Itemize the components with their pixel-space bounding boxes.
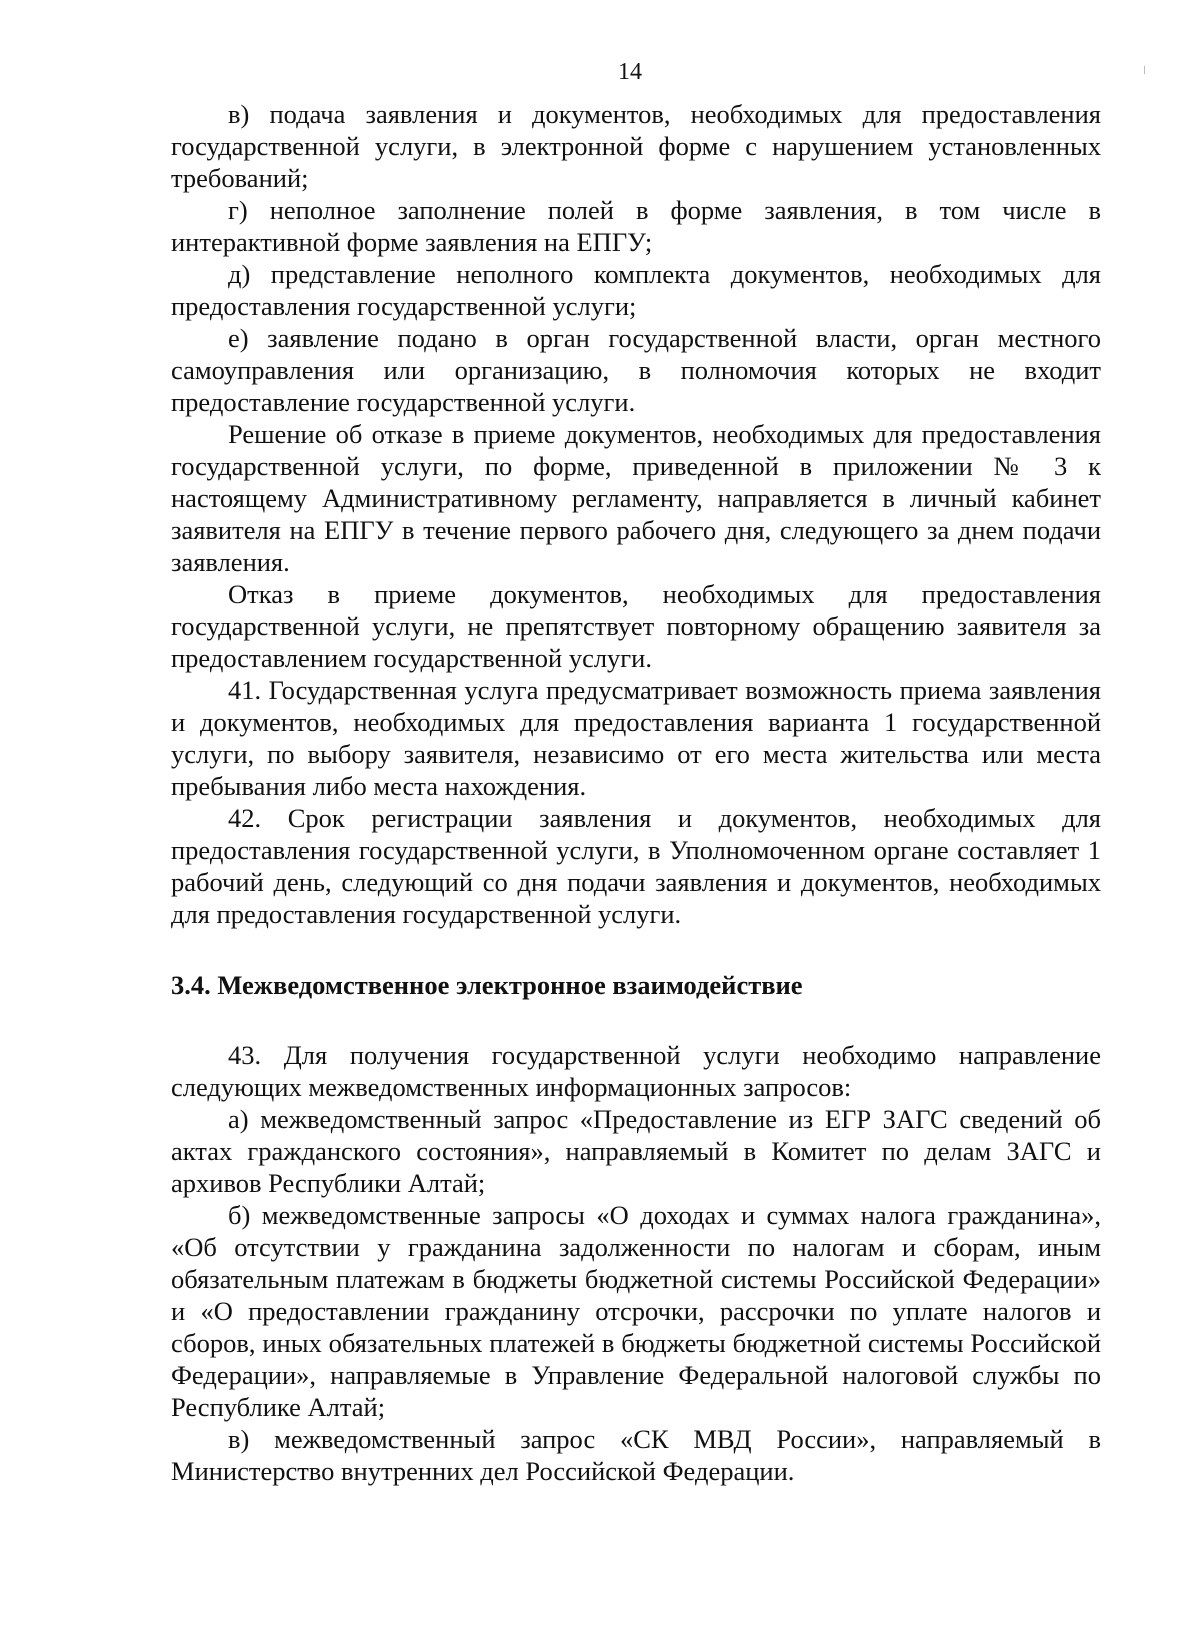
paragraph-v-mvd-request: в) межведомственный запрос «СК МВД России», направляемый в Министерство внутренних дел Российской Федерации. [171,1424,1101,1486]
paragraph-v-submission-violation: в) подача заявления и документов, необходимых для предоставления государственной услуги, в электронной форме с нарушением установленных требований; [171,99,1101,193]
paragraph-a-zags-request: а) межведомственный запрос «Предоставление из ЕГР ЗАГС сведений об актах гражданского состояния», направляемый в Комитет по делам ЗАГС и архивов Республики Алтай; [171,1104,1101,1198]
document-body [171,98,1101,1487]
paragraph-refusal-decision: Решение об отказе в приеме документов, необходимых для предоставления государственной услуги, по форме, приведенной в приложении № 3 к настоящему Административному регламенту, направляется в личный кабинет заявителя на ЕПГУ в течение первого рабочего дня, следующего за днем подачи заявления. [171,419,1101,577]
section-spacer-top [171,930,1101,969]
paragraph-refusal-not-obstacle: Отказ в приеме документов, необходимых для предоставления государственной услуги, не препятствует повторному обращению заявителя за предоставлением государственной услуги. [171,579,1101,673]
section-spacer-bottom [171,1001,1101,1039]
paragraph-43: 43. Для получения государственной услуги необходимо направление следующих межведомственных информационных запросов: [171,1040,1101,1102]
paragraph-e-wrong-authority: е) заявление подано в орган государственной власти, орган местного самоуправления или организацию, в полномочия которых не входит предоставление государственной услуги. [171,323,1101,417]
paragraph-b-tax-requests: б) межведомственные запросы «О доходах и суммах налога гражданина», «Об отсутствии у гражданина задолженности по налогам и сборам, иным обязательным платежам в бюджеты бюджетной системы Российской Федерации» и «О предоставлении гражданину отсрочки, рассрочки по уплате налогов и сборов, иных обязательных платежей в бюджеты бюджетной системы Российской Федерации», направляемые в Управление Федеральной налоговой службы по Республике Алтай; [171,1200,1101,1422]
paragraph-g-incomplete-fields: г) неполное заполнение полей в форме заявления, в том числе в интерактивной форме заявления на ЕПГУ; [171,195,1101,257]
paragraph-42: 42. Срок регистрации заявления и документов, необходимых для предоставления государственной услуги, в Уполномоченном органе составляет 1 рабочий день, следующий со дня подачи заявления и документов, необходимых для предоставления государственной услуги. [171,803,1101,929]
section-heading: 3.4. Межведомственное электронное взаимодействие [171,970,803,1000]
paragraph-d-incomplete-documents: д) представление неполного комплекта документов, необходимых для предоставления государственной услуги; [171,259,1101,321]
page-number: 14 [618,59,642,85]
paragraph-41: 41. Государственная услуга предусматривает возможность приема заявления и документов, необходимых для предоставления варианта 1 государственной услуги, по выбору заявителя, независимо от его места жительства или места пребывания либо места нахождения. [171,675,1101,801]
scan-edge-mark [1144,66,1145,74]
